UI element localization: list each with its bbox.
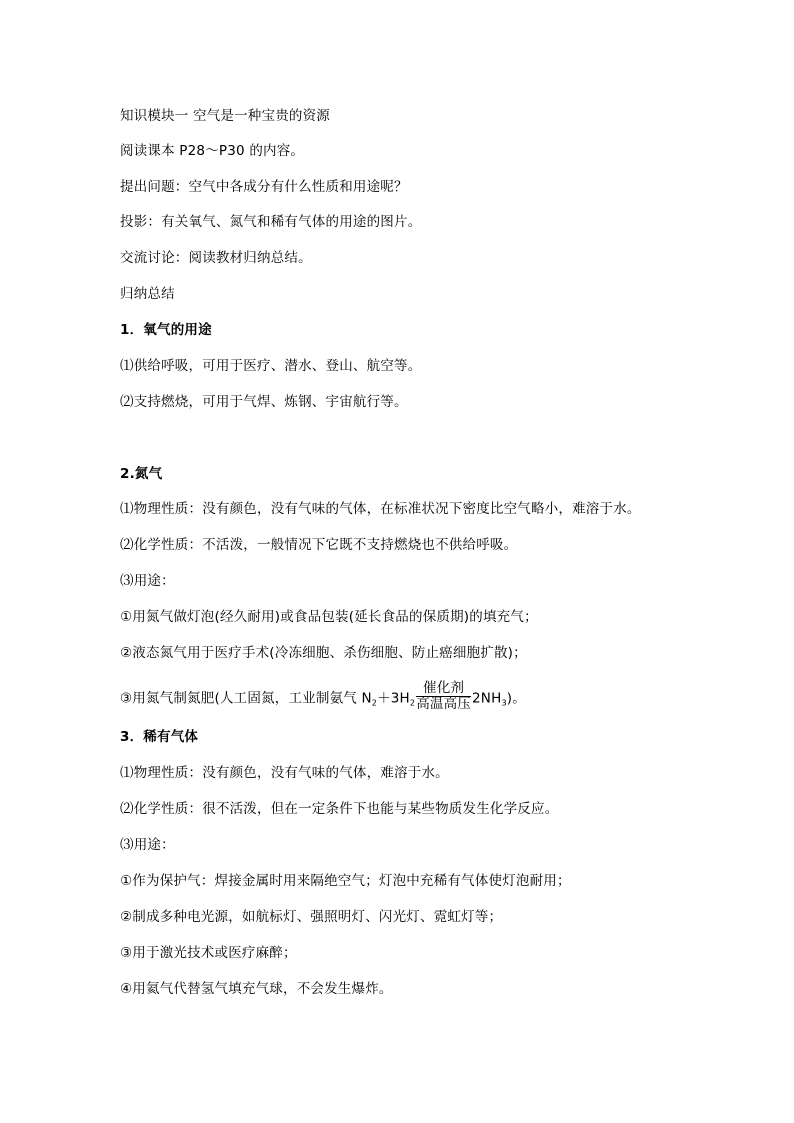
nitrogen-chemical: ⑵化学性质：不活泼，一般情况下它既不支持燃烧也不供给呼吸。: [120, 537, 518, 553]
rare-gases-uses-heading: ⑶用途：: [120, 837, 175, 853]
rare-gases-use-2: ②制成多种电光源，如航标灯、强照明灯、闪光灯、霓虹灯等；: [120, 909, 503, 925]
fertilizer-product: 2NH: [472, 690, 502, 707]
oxygen-use-2: ⑵支持燃烧，可用于气焊、炼钢、宇宙航行等。: [120, 394, 408, 410]
nitrogen-uses-heading: ⑶用途：: [120, 573, 175, 589]
read-instruction: 阅读课本 P28～P30 的内容。: [120, 143, 305, 159]
discussion-text: 交流讨论：阅读教材归纳总结。: [120, 250, 312, 266]
rare-gases-use-4: ④用氦气代替氢气填充气球，不会发生爆炸。: [120, 981, 393, 997]
summary-heading: 归纳总结: [120, 286, 175, 302]
h2-subscript: 2: [409, 698, 416, 708]
nh3-subscript: 3: [501, 698, 507, 708]
module-title: 知识模块一 空气是一种宝贵的资源: [120, 108, 330, 124]
rare-gases-use-1: ①作为保护气：焊接金属时用来隔绝空气；灯泡中充稀有气体使灯泡耐用；: [120, 873, 571, 889]
fertilizer-plus-h: ＋3H: [377, 690, 410, 707]
nitrogen-use-2: ②液态氮气用于医疗手术(冷冻细胞、杀伤细胞、防止癌细胞扩散)；: [120, 645, 527, 661]
nitrogen-heading: 2.氮气: [120, 466, 163, 482]
question-text: 提出问题：空气中各成分有什么性质和用途呢？: [120, 179, 408, 195]
oxygen-heading: 1．氧气的用途: [120, 322, 212, 338]
catalyst-label: 催化剂: [416, 681, 471, 697]
temperature-pressure-label: 高温高压: [416, 696, 472, 712]
rare-gases-use-3: ③用于激光技术或医疗麻醉；: [120, 945, 297, 961]
oxygen-use-1: ⑴供给呼吸，可用于医疗、潜水、登山、航空等。: [120, 358, 422, 374]
rare-gases-heading: 3．稀有气体: [120, 729, 199, 745]
nitrogen-physical: ⑴物理性质：没有颜色，没有气味的气体，在标准状况下密度比空气略小，难溶于水。: [120, 501, 641, 517]
fertilizer-prefix: ③用氮气制氮肥(人工固氮，工业制氨气 N: [120, 690, 372, 707]
nitrogen-use-3: [120, 680, 526, 714]
rare-gases-physical: ⑴物理性质：没有颜色，没有气味的气体，难溶于水。: [120, 765, 449, 781]
projection-text: 投影：有关氧气、氮气和稀有气体的用途的图片。: [120, 214, 422, 230]
fertilizer-suffix: )。: [506, 690, 526, 707]
nitrogen-use-1: ①用氮气做灯泡(经久耐用)或食品包装(延长食品的保质期)的填充气；: [120, 609, 538, 625]
n2-subscript: 2: [371, 698, 378, 708]
reaction-condition: [416, 681, 471, 712]
rare-gases-chemical: ⑵化学性质：很不活泼，但在一定条件下也能与某些物质发生化学反应。: [120, 801, 559, 817]
